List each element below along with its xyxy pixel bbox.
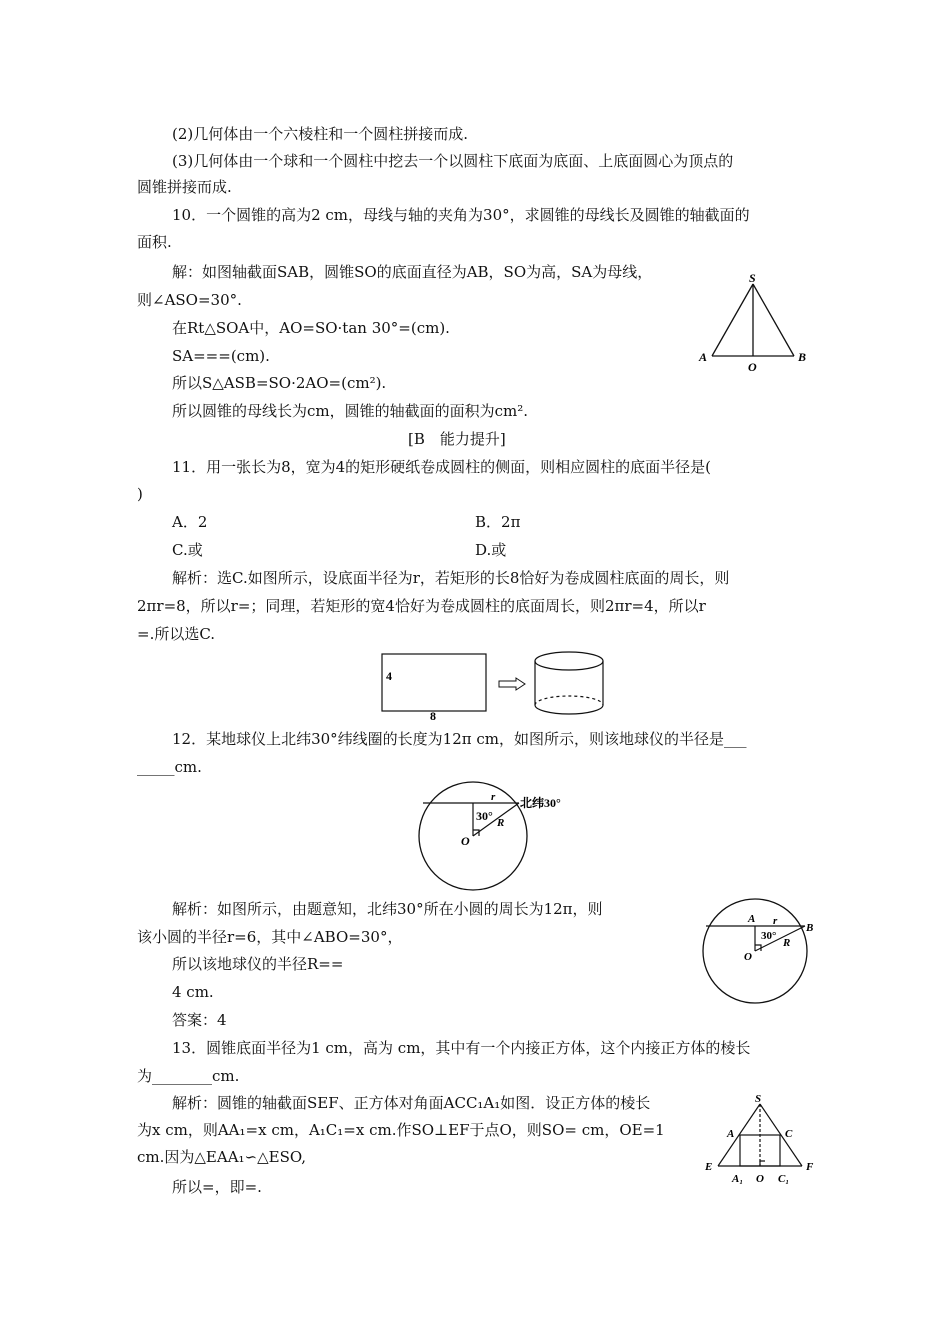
label-c1: C₁: [778, 1173, 790, 1185]
text-line: 解析：选C.如图所示，设底面半径为r，若矩形的长8恰好为卷成圆柱底面的周长，则: [172, 569, 730, 587]
text-line: SA===(cm).: [172, 347, 270, 365]
text-line: 为________cm.: [137, 1067, 240, 1085]
label-e: E: [705, 1161, 713, 1173]
label-latitude: 北纬30°: [520, 796, 561, 810]
cone-section-figure: [690, 270, 820, 380]
label-big-r: R: [783, 937, 791, 949]
label-o: O: [756, 1173, 764, 1185]
label-o: O: [744, 951, 752, 963]
label-angle: 30°: [476, 809, 493, 823]
arrow-icon: [499, 678, 525, 690]
text-line: =.所以选C.: [137, 625, 216, 643]
label-f: F: [806, 1161, 814, 1173]
text-line: 该小圆的半径r=6，其中∠ABO=30°，: [137, 928, 403, 946]
label-big-r: R: [497, 817, 505, 829]
text-line: 解析：圆锥的轴截面SEF、正方体对角面ACC₁A₁如图．设正方体的棱长: [172, 1094, 651, 1112]
text-line: _____cm.: [137, 758, 202, 776]
label-angle: 30°: [761, 930, 777, 942]
cylinder-icon: [535, 652, 603, 714]
option-b: B．2π: [475, 513, 521, 531]
text-line: 圆锥拼接而成.: [137, 178, 232, 196]
option-c: C.或: [172, 541, 203, 559]
text-line: 为x cm，则AA₁=x cm，A₁C₁=x cm.作SO⊥EF于点O，则SO= cm，OE=1: [137, 1121, 665, 1139]
text-line: cm.因为△EAA₁∽△ESO,: [137, 1148, 307, 1166]
question-10: 10．一个圆锥的高为2 cm，母线与轴的夹角为30°，求圆锥的母线长及圆锥的轴截面的: [172, 206, 750, 224]
rectangle-cylinder-figure: [375, 648, 615, 723]
text-line: 所以=，即=.: [172, 1178, 262, 1196]
text-line: 在Rt△SOA中，AO=SO·tan 30°=(cm).: [172, 319, 450, 337]
text-line: (2)几何体由一个六棱柱和一个圆柱拼接而成.: [172, 125, 469, 143]
option-a: A．2: [172, 513, 208, 531]
cone-cube-figure: [700, 1090, 828, 1190]
question-11: 11．用一张长为8，宽为4的矩形硬纸卷成圆柱的侧面，则相应圆柱的底面半径是(: [172, 458, 712, 476]
label-c: C: [785, 1128, 793, 1140]
label-a: A: [699, 350, 708, 364]
text-line: 解析：如图所示，由题意知，北纬30°所在小圆的周长为12π，则: [172, 900, 603, 918]
text-line: 面积.: [137, 233, 172, 251]
text-line: 则∠ASO=30°.: [137, 291, 242, 309]
label-b: B: [806, 922, 814, 934]
label-a: A: [748, 913, 756, 925]
text-line: 2πr=8，所以r=；同理，若矩形的宽4恰好为卷成圆柱的底面周长，则2πr=4，所以r: [137, 597, 706, 615]
text-line: ): [137, 485, 143, 503]
label-o: O: [748, 360, 757, 374]
question-13: 13．圆锥底面半径为1 cm，高为 cm，其中有一个内接正方体，这个内接正方体的棱长: [172, 1039, 751, 1057]
label-a1: A₁: [732, 1173, 744, 1185]
label-r: r: [773, 915, 778, 927]
label-o: O: [461, 834, 470, 848]
text-line: 所以圆锥的母线长为cm，圆锥的轴截面的面积为cm².: [172, 402, 529, 420]
label-s: S: [755, 1093, 762, 1105]
text-line: 4 cm.: [172, 983, 214, 1001]
label-b: B: [798, 350, 807, 364]
question-12: 12．某地球仪上北纬30°纬线圈的长度为12π cm，如图所示，则该地球仪的半径是___: [172, 730, 747, 748]
text-line: 解：如图轴截面SAB，圆锥SO的底面直径为AB，SO为高，SA为母线，: [172, 263, 653, 281]
globe-figure-1: [412, 778, 592, 894]
label-a: A: [727, 1128, 735, 1140]
text-line: (3)几何体由一个球和一个圆柱中挖去一个以圆柱下底面为底面、上底面圆心为顶点的: [172, 152, 734, 170]
label-width: 4: [386, 669, 392, 683]
option-d: D.或: [475, 541, 507, 559]
globe-figure-2: [700, 893, 830, 1009]
label-length: 8: [430, 709, 436, 723]
label-s: S: [749, 271, 756, 285]
text-line: 所以该地球仪的半径R==: [172, 955, 344, 973]
text-line: 所以S△ASB=SO·2AO=(cm²).: [172, 374, 387, 392]
label-r: r: [491, 791, 496, 803]
section-heading: [B 能力提升]: [408, 430, 506, 448]
answer-line: 答案：4: [172, 1011, 227, 1029]
